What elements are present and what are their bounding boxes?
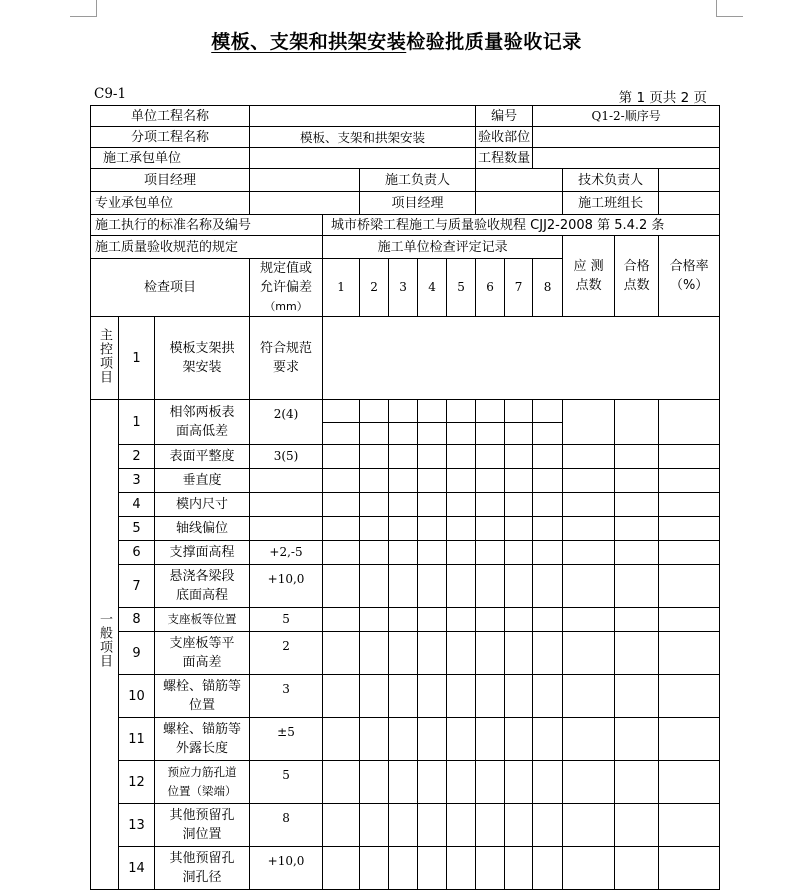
record-cell[interactable] <box>360 761 389 804</box>
item-no: 13 <box>119 804 155 847</box>
record-subcell[interactable] <box>505 400 532 423</box>
inspection-part-label: 验收部位 <box>476 127 533 148</box>
item-name: 支座板等平 面高差 <box>155 632 250 675</box>
pm-label: 项目经理 <box>91 169 250 192</box>
pass-rate-header: 合格率 （%） <box>659 236 720 317</box>
table-row <box>91 761 720 804</box>
contractor-label: 施工承包单位 <box>91 148 250 169</box>
col-header-8: 8 <box>533 259 563 317</box>
record-cell[interactable] <box>389 675 418 718</box>
table-row <box>91 718 720 761</box>
item-no: 5 <box>119 517 155 541</box>
record-cell[interactable] <box>323 565 360 608</box>
number-value[interactable]: Q1-2-顺序号 <box>533 106 720 127</box>
record-subcell[interactable] <box>418 423 446 444</box>
tech-lead-value[interactable] <box>659 169 720 192</box>
col-header-3: 3 <box>389 259 418 317</box>
item-tolerance: 2(4) <box>250 400 323 445</box>
item-no: 12 <box>119 761 155 804</box>
record-subcell[interactable] <box>418 400 446 423</box>
points-cell[interactable] <box>563 718 615 761</box>
item-name: 模内尺寸 <box>155 493 250 517</box>
col-header-7: 7 <box>505 259 533 317</box>
unit-project-label: 单位工程名称 <box>91 106 250 127</box>
record-cell[interactable] <box>447 469 476 493</box>
record-cell[interactable] <box>476 517 505 541</box>
title-rest: 检验批质量验收记录 <box>406 31 582 53</box>
item-name: 相邻两板表 面高低差 <box>155 400 250 445</box>
subcontractor-label: 专业承包单位 <box>91 192 250 215</box>
item-no: 3 <box>119 469 155 493</box>
item-name: 悬浇各梁段 底面高程 <box>155 565 250 608</box>
item-tolerance: ±5 <box>250 718 323 761</box>
record-cell[interactable] <box>505 847 533 890</box>
record-cell[interactable] <box>418 493 447 517</box>
standard-value: 城市桥梁工程施工与质量验收规程 CJJ2-2008 第 5.4.2 条 <box>323 215 720 236</box>
main-control-row <box>91 317 720 400</box>
record-cell[interactable] <box>418 761 447 804</box>
points-cell[interactable] <box>563 847 615 890</box>
record-subcell[interactable] <box>447 400 475 423</box>
points-cell[interactable] <box>563 675 615 718</box>
record-subcell[interactable] <box>447 423 475 444</box>
pass-rate-cell[interactable] <box>659 469 720 493</box>
header-row-1 <box>91 106 720 127</box>
record-cell[interactable] <box>323 632 360 675</box>
pass-rate-cell[interactable] <box>659 718 720 761</box>
pass-points-cell[interactable] <box>615 400 659 445</box>
item-name: 轴线偏位 <box>155 517 250 541</box>
record-cell[interactable] <box>323 445 360 469</box>
header-row-4 <box>91 169 720 192</box>
pass-points-cell[interactable] <box>615 608 659 632</box>
record-subcell[interactable] <box>476 423 504 444</box>
contractor-value[interactable] <box>250 148 476 169</box>
table-row <box>91 804 720 847</box>
pass-points-cell[interactable] <box>615 632 659 675</box>
pass-points-cell[interactable] <box>615 541 659 565</box>
record-cell[interactable] <box>323 761 360 804</box>
points-cell[interactable] <box>563 541 615 565</box>
item-no: 9 <box>119 632 155 675</box>
table-row <box>91 675 720 718</box>
record-cell[interactable] <box>360 541 389 565</box>
record-cell[interactable] <box>505 804 533 847</box>
record-cell[interactable] <box>389 469 418 493</box>
points-header: 应 测 点数 <box>563 236 615 317</box>
record-subcell[interactable] <box>505 423 532 444</box>
record-cell[interactable] <box>418 445 447 469</box>
item-no: 1 <box>119 400 155 445</box>
pass-rate-cell[interactable] <box>659 847 720 890</box>
pass-rate-cell[interactable] <box>659 493 720 517</box>
item-name: 其他预留孔 洞孔径 <box>155 847 250 890</box>
unit-project-value[interactable] <box>250 106 476 127</box>
points-cell[interactable] <box>563 565 615 608</box>
item-name: 螺栓、锚筋等 外露长度 <box>155 718 250 761</box>
pass-points-cell[interactable] <box>615 718 659 761</box>
pass-rate-cell[interactable] <box>659 445 720 469</box>
general-items <box>91 400 720 890</box>
record-cell[interactable] <box>533 565 563 608</box>
pass-points-cell[interactable] <box>615 804 659 847</box>
inspection-part-value[interactable] <box>533 127 720 148</box>
main-control-record[interactable] <box>323 317 720 400</box>
item-tolerance <box>250 517 323 541</box>
item-name: 其他预留孔 洞位置 <box>155 804 250 847</box>
pass-points-cell[interactable] <box>615 675 659 718</box>
item-name: 螺栓、锚筋等 位置 <box>155 675 250 718</box>
record-cell[interactable] <box>447 517 476 541</box>
record-cell[interactable] <box>533 445 563 469</box>
record-cell[interactable] <box>447 400 476 445</box>
item-tolerance: 3(5) <box>250 445 323 469</box>
page-info: 第 1 页共 2 页 <box>618 90 707 106</box>
record-cell[interactable] <box>505 517 533 541</box>
record-subcell[interactable] <box>389 423 417 444</box>
record-cell[interactable] <box>418 675 447 718</box>
record-cell[interactable] <box>505 565 533 608</box>
record-cell[interactable] <box>533 632 563 675</box>
item-name: 预应力筋孔道 位置（梁端） <box>155 761 250 804</box>
record-cell[interactable] <box>360 847 389 890</box>
record-cell[interactable] <box>389 565 418 608</box>
item-no: 8 <box>119 608 155 632</box>
record-cell[interactable] <box>389 517 418 541</box>
record-cell[interactable] <box>505 469 533 493</box>
record-cell[interactable] <box>323 847 360 890</box>
sub-project-value[interactable]: 模板、支架和拱架安装 <box>250 127 476 148</box>
pm-label-2: 项目经理 <box>360 192 476 215</box>
table-row <box>91 445 720 469</box>
record-cell[interactable] <box>505 445 533 469</box>
record-cell[interactable] <box>323 493 360 517</box>
points-cell[interactable] <box>563 400 615 445</box>
record-cell[interactable] <box>533 608 563 632</box>
record-subcell[interactable] <box>323 423 359 444</box>
record-cell[interactable] <box>389 761 418 804</box>
header-row-2 <box>91 127 720 148</box>
record-cell[interactable] <box>533 804 563 847</box>
table-row <box>91 517 720 541</box>
record-cell[interactable] <box>360 400 389 445</box>
record-cell[interactable] <box>476 804 505 847</box>
points-cell[interactable] <box>563 493 615 517</box>
item-no: 10 <box>119 675 155 718</box>
record-cell[interactable] <box>447 847 476 890</box>
record-cell[interactable] <box>323 718 360 761</box>
pass-points-cell[interactable] <box>615 847 659 890</box>
record-cell[interactable] <box>418 517 447 541</box>
record-cell[interactable] <box>476 400 505 445</box>
record-cell[interactable] <box>476 675 505 718</box>
document-title <box>0 27 793 54</box>
pass-points-cell[interactable] <box>615 493 659 517</box>
pass-points-cell[interactable] <box>615 469 659 493</box>
record-cell[interactable] <box>447 761 476 804</box>
item-name: 表面平整度 <box>155 445 250 469</box>
record-cell[interactable] <box>533 718 563 761</box>
item-tolerance: +10,0 <box>250 565 323 608</box>
record-cell[interactable] <box>323 469 360 493</box>
team-leader-value[interactable] <box>659 192 720 215</box>
general-group-label: 一般项目 <box>91 400 119 890</box>
record-cell[interactable] <box>447 804 476 847</box>
form-code: C9-1 <box>94 86 127 102</box>
record-cell[interactable] <box>533 761 563 804</box>
record-cell[interactable] <box>476 608 505 632</box>
record-cell[interactable] <box>389 493 418 517</box>
item-tolerance: +10,0 <box>250 847 323 890</box>
record-cell[interactable] <box>360 675 389 718</box>
pass-rate-cell[interactable] <box>659 565 720 608</box>
record-cell[interactable] <box>389 632 418 675</box>
record-cell[interactable] <box>476 493 505 517</box>
record-cell[interactable] <box>360 493 389 517</box>
record-cell[interactable] <box>505 718 533 761</box>
work-qty-value[interactable] <box>533 148 720 169</box>
points-cell[interactable] <box>563 608 615 632</box>
pass-points-cell[interactable] <box>615 517 659 541</box>
record-label: 施工单位检查评定记录 <box>323 236 563 259</box>
points-cell[interactable] <box>563 804 615 847</box>
record-subcell[interactable] <box>476 400 504 423</box>
record-cell[interactable] <box>323 517 360 541</box>
main-control-req: 符合规范 要求 <box>250 317 323 400</box>
record-cell[interactable] <box>505 493 533 517</box>
item-tolerance <box>250 493 323 517</box>
record-cell[interactable] <box>476 541 505 565</box>
record-cell[interactable] <box>323 675 360 718</box>
record-cell[interactable] <box>418 804 447 847</box>
points-cell[interactable] <box>563 632 615 675</box>
item-no: 2 <box>119 445 155 469</box>
item-tolerance: 3 <box>250 675 323 718</box>
record-cell[interactable] <box>447 541 476 565</box>
record-subcell[interactable] <box>533 400 562 423</box>
record-cell[interactable] <box>533 675 563 718</box>
title-underlined-part: 模板、支架和拱架安装 <box>211 31 407 53</box>
table-row <box>91 847 720 890</box>
record-cell[interactable] <box>389 608 418 632</box>
table-row <box>91 565 720 608</box>
record-cell[interactable] <box>447 718 476 761</box>
record-cell[interactable] <box>360 445 389 469</box>
record-cell[interactable] <box>418 632 447 675</box>
pm-value[interactable] <box>250 169 360 192</box>
record-cell[interactable] <box>476 632 505 675</box>
item-no: 14 <box>119 847 155 890</box>
record-cell[interactable] <box>323 804 360 847</box>
sub-project-label: 分项工程名称 <box>91 127 250 148</box>
pass-rate-cell[interactable] <box>659 400 720 445</box>
record-cell[interactable] <box>533 469 563 493</box>
record-cell[interactable] <box>389 718 418 761</box>
points-cell[interactable] <box>563 469 615 493</box>
item-tolerance: 5 <box>250 761 323 804</box>
record-cell[interactable] <box>476 469 505 493</box>
record-cell[interactable] <box>418 718 447 761</box>
record-cell[interactable] <box>389 541 418 565</box>
pass-rate-cell[interactable] <box>659 632 720 675</box>
record-cell[interactable] <box>505 400 533 445</box>
item-name: 垂直度 <box>155 469 250 493</box>
main-control-group-label: 主控项目 <box>91 317 119 400</box>
pass-rate-cell[interactable] <box>659 804 720 847</box>
record-cell[interactable] <box>360 517 389 541</box>
table-row <box>91 493 720 517</box>
record-cell[interactable] <box>418 469 447 493</box>
pass-rate-cell[interactable] <box>659 675 720 718</box>
spec-label: 施工质量验收规范的规定 <box>91 236 323 259</box>
item-tolerance: 8 <box>250 804 323 847</box>
record-cell[interactable] <box>505 541 533 565</box>
item-no: 6 <box>119 541 155 565</box>
spec-row <box>91 236 720 259</box>
table-row <box>91 400 720 445</box>
record-cell[interactable] <box>360 469 389 493</box>
record-cell[interactable] <box>533 541 563 565</box>
record-cell[interactable] <box>533 517 563 541</box>
inspection-record-table <box>90 105 720 890</box>
header-row-5 <box>91 192 720 215</box>
record-cell[interactable] <box>323 400 360 445</box>
col-header-6: 6 <box>476 259 505 317</box>
page-corner-mark-right <box>716 0 743 17</box>
col-header-4: 4 <box>418 259 447 317</box>
pass-rate-cell[interactable] <box>659 608 720 632</box>
pass-points-cell[interactable] <box>615 445 659 469</box>
record-cell[interactable] <box>447 565 476 608</box>
points-cell[interactable] <box>563 761 615 804</box>
item-tolerance: 2 <box>250 632 323 675</box>
pm-value-2[interactable] <box>476 192 563 215</box>
number-label: 编号 <box>476 106 533 127</box>
team-leader-label: 施工班组长 <box>563 192 659 215</box>
tech-lead-label: 技术负责人 <box>563 169 659 192</box>
record-subcell[interactable] <box>389 400 417 423</box>
record-cell[interactable] <box>505 675 533 718</box>
record-cell[interactable] <box>447 675 476 718</box>
record-cell[interactable] <box>505 632 533 675</box>
item-no: 4 <box>119 493 155 517</box>
item-no: 7 <box>119 565 155 608</box>
col-header-2: 2 <box>360 259 389 317</box>
record-subcell[interactable] <box>360 400 388 423</box>
record-cell[interactable] <box>389 804 418 847</box>
pass-rate-cell[interactable] <box>659 541 720 565</box>
construction-lead-value[interactable] <box>476 169 563 192</box>
standard-label: 施工执行的标准名称及编号 <box>91 215 323 236</box>
item-tolerance: 5 <box>250 608 323 632</box>
item-tolerance <box>250 469 323 493</box>
record-cell[interactable] <box>476 565 505 608</box>
record-cell[interactable] <box>360 718 389 761</box>
record-cell[interactable] <box>476 718 505 761</box>
record-cell[interactable] <box>447 608 476 632</box>
construction-lead-label: 施工负责人 <box>360 169 476 192</box>
item-name: 支撑面高程 <box>155 541 250 565</box>
tolerance-header: 规定值或 允许偏差 （mm） <box>250 259 323 317</box>
record-cell[interactable] <box>418 400 447 445</box>
record-cell[interactable] <box>360 608 389 632</box>
points-cell[interactable] <box>563 517 615 541</box>
table-row <box>91 632 720 675</box>
record-cell[interactable] <box>533 400 563 445</box>
record-cell[interactable] <box>360 804 389 847</box>
standard-row <box>91 215 720 236</box>
pass-rate-cell[interactable] <box>659 761 720 804</box>
item-no: 11 <box>119 718 155 761</box>
record-cell[interactable] <box>323 608 360 632</box>
points-cell[interactable] <box>563 445 615 469</box>
record-cell[interactable] <box>505 761 533 804</box>
subcontractor-value[interactable] <box>250 192 360 215</box>
table-row <box>91 469 720 493</box>
main-control-no: 1 <box>119 317 155 400</box>
record-cell[interactable] <box>323 541 360 565</box>
item-tolerance: +2,-5 <box>250 541 323 565</box>
record-cell[interactable] <box>505 608 533 632</box>
main-control-name: 模板支架拱 架安装 <box>155 317 250 400</box>
record-cell[interactable] <box>447 632 476 675</box>
table-row <box>91 541 720 565</box>
record-cell[interactable] <box>418 847 447 890</box>
record-cell[interactable] <box>447 445 476 469</box>
pass-rate-cell[interactable] <box>659 517 720 541</box>
record-cell[interactable] <box>418 608 447 632</box>
record-cell[interactable] <box>418 541 447 565</box>
record-cell[interactable] <box>476 761 505 804</box>
header-row-3 <box>91 148 720 169</box>
record-cell[interactable] <box>447 493 476 517</box>
record-cell[interactable] <box>389 400 418 445</box>
item-name: 支座板等位置 <box>155 608 250 632</box>
page-corner-mark-left <box>70 0 97 17</box>
record-cell[interactable] <box>360 632 389 675</box>
pass-points-header: 合格 点数 <box>615 236 659 317</box>
work-qty-label: 工程数量 <box>476 148 533 169</box>
col-header-1: 1 <box>323 259 360 317</box>
record-subcell[interactable] <box>360 423 388 444</box>
record-cell[interactable] <box>533 493 563 517</box>
item-label: 检查项目 <box>91 259 250 317</box>
record-cell[interactable] <box>389 847 418 890</box>
record-cell[interactable] <box>360 565 389 608</box>
table-row <box>91 608 720 632</box>
record-cell[interactable] <box>476 445 505 469</box>
pass-points-cell[interactable] <box>615 761 659 804</box>
record-subcell[interactable] <box>323 400 359 423</box>
record-cell[interactable] <box>418 565 447 608</box>
pass-points-cell[interactable] <box>615 565 659 608</box>
record-cell[interactable] <box>476 847 505 890</box>
record-cell[interactable] <box>533 847 563 890</box>
record-cell[interactable] <box>389 445 418 469</box>
col-header-5: 5 <box>447 259 476 317</box>
record-subcell[interactable] <box>533 423 562 444</box>
